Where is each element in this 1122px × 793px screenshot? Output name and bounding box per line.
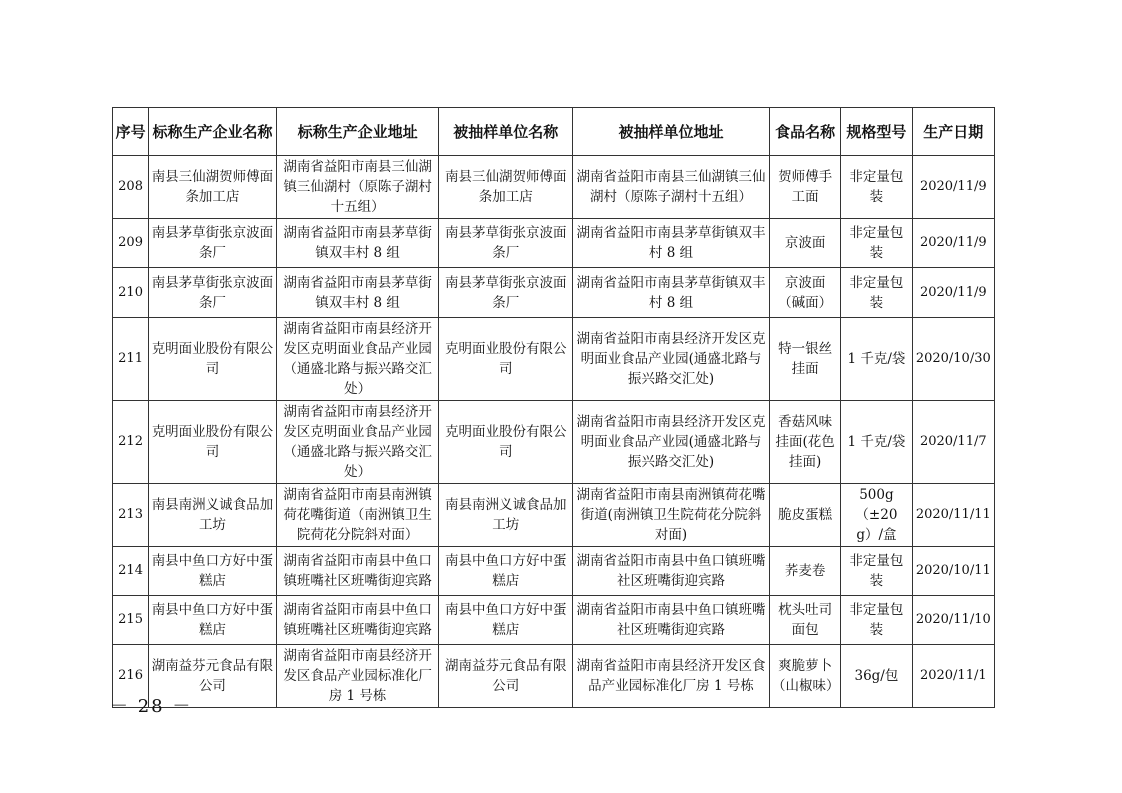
cell-specification: 36g/包 bbox=[841, 645, 912, 708]
table-row bbox=[113, 484, 995, 547]
cell-sampled-unit-address: 湖南省益阳市南县经济开发区克明面业食品产业园(通盛北路与振兴路交汇处) bbox=[573, 401, 770, 484]
cell-producer-address: 湖南省益阳市南县中鱼口镇班嘴社区班嘴街迎宾路 bbox=[276, 596, 439, 645]
cell-specification: 非定量包装 bbox=[841, 156, 912, 219]
cell-production-date: 2020/11/7 bbox=[912, 401, 994, 484]
cell-production-date: 2020/11/10 bbox=[912, 596, 994, 645]
cell-sampled-unit-address: 湖南省益阳市南县三仙湖镇三仙湖村（原陈子湖村十五组） bbox=[573, 156, 770, 219]
table-row bbox=[113, 268, 995, 318]
header-specification: 规格型号 bbox=[841, 108, 912, 156]
cell-producer-name: 克明面业股份有限公司 bbox=[149, 401, 277, 484]
cell-index: 215 bbox=[113, 596, 149, 645]
cell-specification: 非定量包装 bbox=[841, 596, 912, 645]
cell-sampled-unit-address: 湖南省益阳市南县南洲镇荷花嘴街道(南洲镇卫生院荷花分院斜对面) bbox=[573, 484, 770, 547]
cell-producer-name: 南县中鱼口方好中蛋糕店 bbox=[149, 547, 277, 596]
cell-food-name: 脆皮蛋糕 bbox=[769, 484, 840, 547]
cell-food-name: 贺师傅手工面 bbox=[769, 156, 840, 219]
cell-index: 216 bbox=[113, 645, 149, 708]
header-index: 序号 bbox=[113, 108, 149, 156]
cell-sampled-unit-name: 克明面业股份有限公司 bbox=[439, 318, 573, 401]
header-producer-name: 标称生产企业名称 bbox=[149, 108, 277, 156]
cell-sampled-unit-address: 湖南省益阳市南县经济开发区食品产业园标准化厂房 1 号栋 bbox=[573, 645, 770, 708]
cell-producer-name: 南县中鱼口方好中蛋糕店 bbox=[149, 596, 277, 645]
cell-index: 211 bbox=[113, 318, 149, 401]
cell-production-date: 2020/11/11 bbox=[912, 484, 994, 547]
table-row bbox=[113, 645, 995, 708]
cell-sampled-unit-name: 南县三仙湖贺师傅面条加工店 bbox=[439, 156, 573, 219]
table-row bbox=[113, 596, 995, 645]
header-sampled-unit-name: 被抽样单位名称 bbox=[439, 108, 573, 156]
cell-producer-name: 克明面业股份有限公司 bbox=[149, 318, 277, 401]
cell-sampled-unit-address: 湖南省益阳市南县茅草街镇双丰村 8 组 bbox=[573, 219, 770, 268]
header-food-name: 食品名称 bbox=[769, 108, 840, 156]
cell-producer-address: 湖南省益阳市南县茅草街镇双丰村 8 组 bbox=[276, 219, 439, 268]
cell-index: 212 bbox=[113, 401, 149, 484]
table-row bbox=[113, 401, 995, 484]
cell-index: 214 bbox=[113, 547, 149, 596]
cell-sampled-unit-name: 南县南洲义诚食品加工坊 bbox=[439, 484, 573, 547]
cell-producer-address: 湖南省益阳市南县三仙湖镇三仙湖村（原陈子湖村十五组） bbox=[276, 156, 439, 219]
table-row bbox=[113, 219, 995, 268]
cell-specification: 非定量包装 bbox=[841, 219, 912, 268]
cell-producer-address: 湖南省益阳市南县经济开发区克明面业食品产业园（通盛北路与振兴路交汇处） bbox=[276, 401, 439, 484]
cell-index: 210 bbox=[113, 268, 149, 318]
sampling-results-table bbox=[112, 107, 995, 708]
cell-specification: 1 千克/袋 bbox=[841, 318, 912, 401]
cell-sampled-unit-name: 湖南益芬元食品有限公司 bbox=[439, 645, 573, 708]
cell-food-name: 京波面 bbox=[769, 219, 840, 268]
cell-food-name: 枕头吐司面包 bbox=[769, 596, 840, 645]
cell-production-date: 2020/11/9 bbox=[912, 268, 994, 318]
cell-producer-address: 湖南省益阳市南县经济开发区食品产业园标准化厂房 1 号栋 bbox=[276, 645, 439, 708]
cell-index: 208 bbox=[113, 156, 149, 219]
cell-food-name: 荞麦卷 bbox=[769, 547, 840, 596]
cell-specification: 非定量包装 bbox=[841, 547, 912, 596]
cell-producer-address: 湖南省益阳市南县南洲镇荷花嘴街道（南洲镇卫生院荷花分院斜对面） bbox=[276, 484, 439, 547]
cell-producer-address: 湖南省益阳市南县茅草街镇双丰村 8 组 bbox=[276, 268, 439, 318]
cell-production-date: 2020/11/9 bbox=[912, 219, 994, 268]
cell-sampled-unit-name: 南县中鱼口方好中蛋糕店 bbox=[439, 596, 573, 645]
cell-producer-name: 南县南洲义诚食品加工坊 bbox=[149, 484, 277, 547]
cell-sampled-unit-address: 湖南省益阳市南县茅草街镇双丰村 8 组 bbox=[573, 268, 770, 318]
cell-producer-name: 南县茅草街张京波面条厂 bbox=[149, 219, 277, 268]
cell-food-name: 香菇风味挂面(花色挂面) bbox=[769, 401, 840, 484]
cell-sampled-unit-name: 南县茅草街张京波面条厂 bbox=[439, 219, 573, 268]
cell-sampled-unit-name: 南县茅草街张京波面条厂 bbox=[439, 268, 573, 318]
cell-production-date: 2020/10/30 bbox=[912, 318, 994, 401]
cell-index: 213 bbox=[113, 484, 149, 547]
cell-production-date: 2020/11/1 bbox=[912, 645, 994, 708]
cell-producer-address: 湖南省益阳市南县经济开发区克明面业食品产业园（通盛北路与振兴路交汇处） bbox=[276, 318, 439, 401]
table-row bbox=[113, 156, 995, 219]
header-production-date: 生产日期 bbox=[912, 108, 994, 156]
cell-producer-name: 南县三仙湖贺师傅面条加工店 bbox=[149, 156, 277, 219]
cell-food-name: 特一银丝挂面 bbox=[769, 318, 840, 401]
cell-producer-name: 南县茅草街张京波面条厂 bbox=[149, 268, 277, 318]
header-sampled-unit-address: 被抽样单位地址 bbox=[573, 108, 770, 156]
cell-sampled-unit-address: 湖南省益阳市南县经济开发区克明面业食品产业园(通盛北路与振兴路交汇处) bbox=[573, 318, 770, 401]
cell-sampled-unit-address: 湖南省益阳市南县中鱼口镇班嘴社区班嘴街迎宾路 bbox=[573, 547, 770, 596]
cell-producer-address: 湖南省益阳市南县中鱼口镇班嘴社区班嘴街迎宾路 bbox=[276, 547, 439, 596]
cell-specification: 非定量包装 bbox=[841, 268, 912, 318]
cell-sampled-unit-name: 南县中鱼口方好中蛋糕店 bbox=[439, 547, 573, 596]
cell-producer-name: 湖南益芬元食品有限公司 bbox=[149, 645, 277, 708]
header-producer-address: 标称生产企业地址 bbox=[276, 108, 439, 156]
cell-sampled-unit-address: 湖南省益阳市南县中鱼口镇班嘴社区班嘴街迎宾路 bbox=[573, 596, 770, 645]
sampling-results-table-wrapper bbox=[112, 107, 995, 708]
page-number: － 28 － bbox=[110, 696, 193, 717]
cell-sampled-unit-name: 克明面业股份有限公司 bbox=[439, 401, 573, 484]
table-row bbox=[113, 318, 995, 401]
cell-specification: 1 千克/袋 bbox=[841, 401, 912, 484]
cell-food-name: 京波面（碱面） bbox=[769, 268, 840, 318]
cell-production-date: 2020/10/11 bbox=[912, 547, 994, 596]
table-header-row bbox=[113, 108, 995, 156]
cell-food-name: 爽脆萝卜（山椒味） bbox=[769, 645, 840, 708]
table-row bbox=[113, 547, 995, 596]
cell-index: 209 bbox=[113, 219, 149, 268]
cell-production-date: 2020/11/9 bbox=[912, 156, 994, 219]
cell-specification: 500g（±20g）/盒 bbox=[841, 484, 912, 547]
